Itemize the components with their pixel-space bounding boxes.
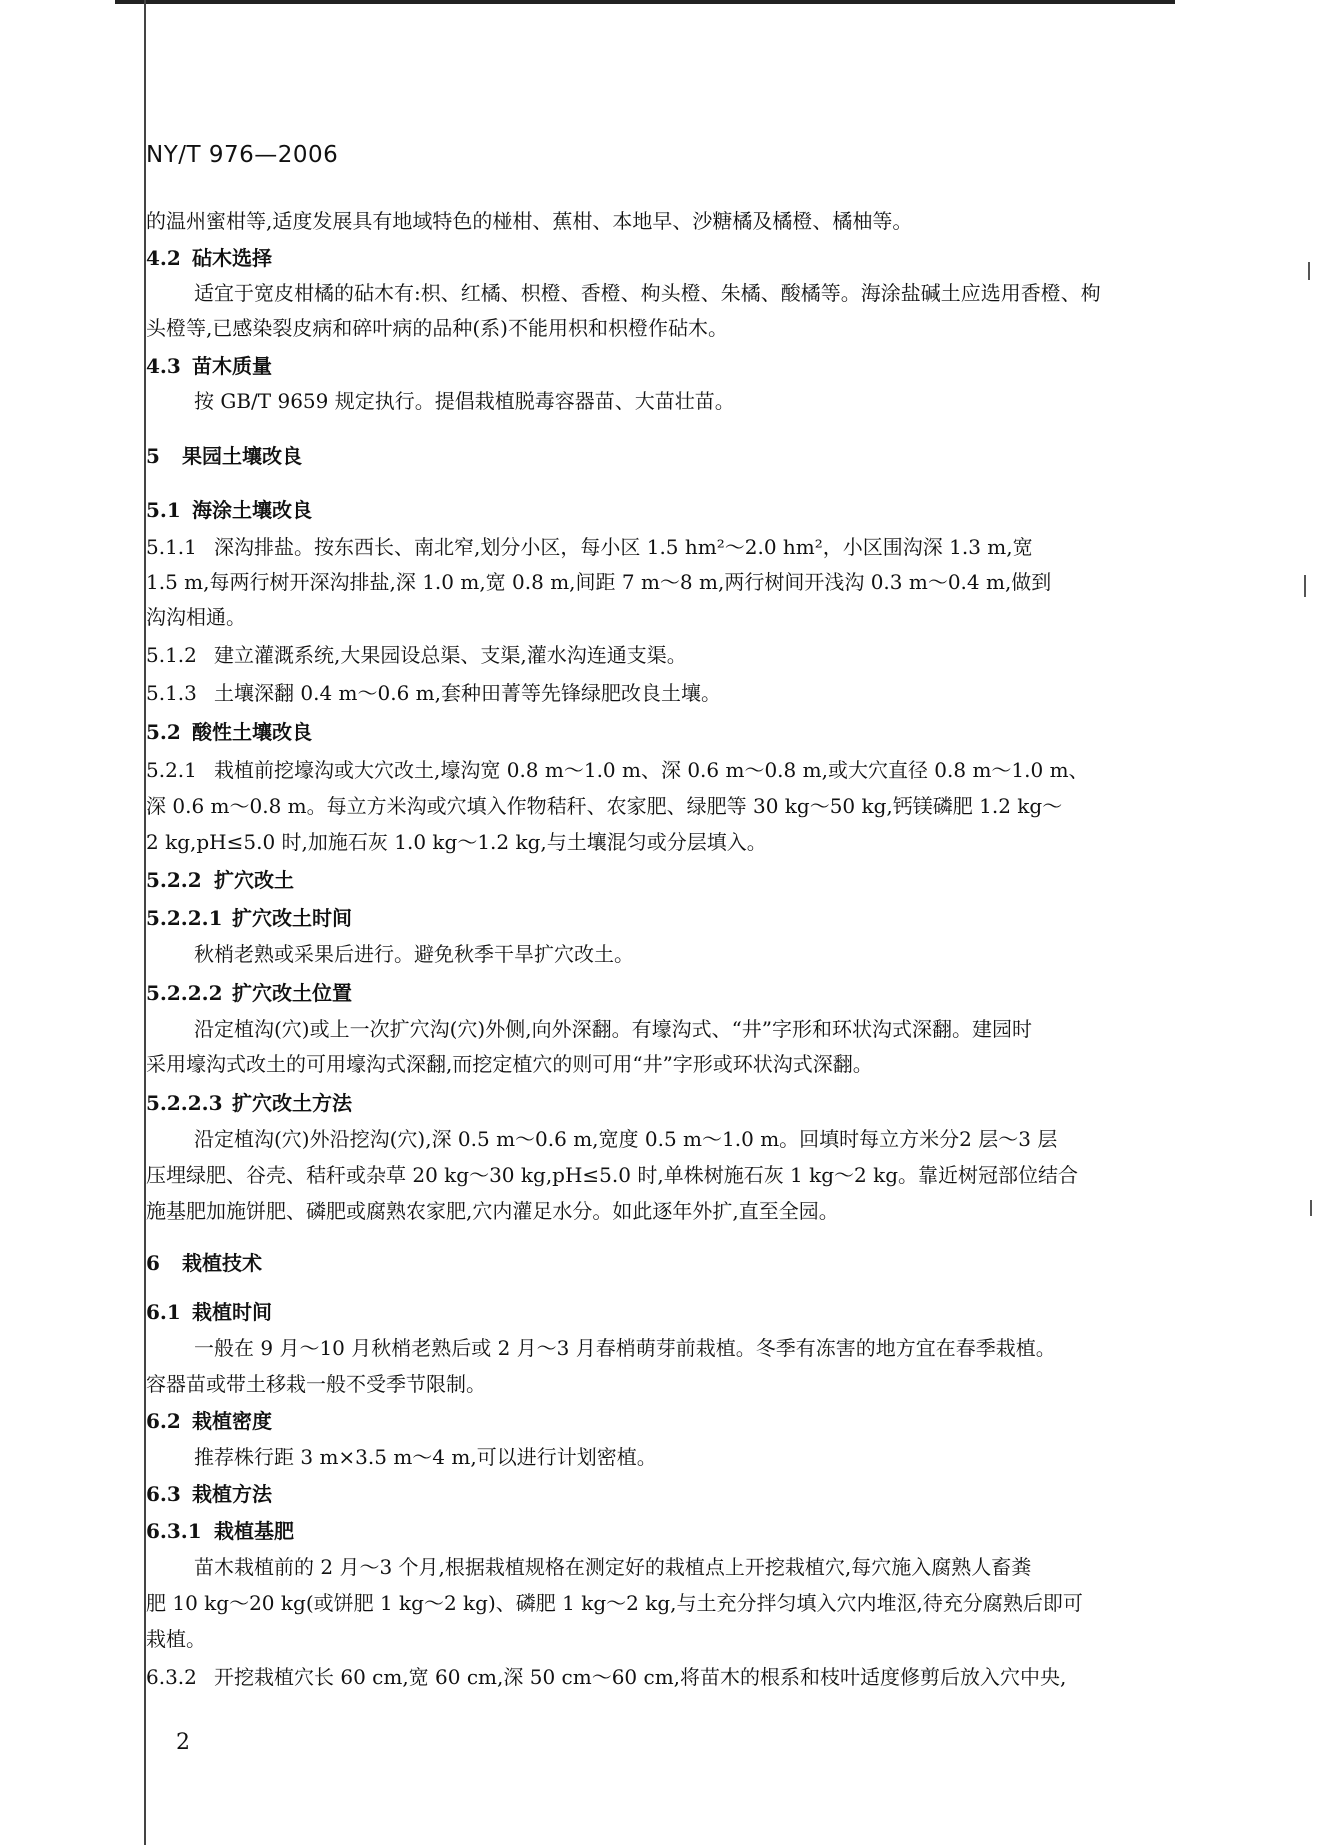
body-line: 推荐株行距 3 m×3.5 m～4 m,可以进行计划密植。 [194,1445,657,1469]
body-line: 苗木栽植前的 2 月～3 个月,根据栽植规格在测定好的栽植点上开挖栽植穴,每穴施入腐熟人畜粪 [194,1555,1032,1579]
scan-edge-mark [1310,1200,1312,1216]
section-heading: 6.3 栽植方法 [146,1482,272,1506]
body-line: 的温州蜜柑等,适度发展具有地域特色的椪柑、蕉柑、本地早、沙糖橘及橘橙、橘柚等。 [146,209,913,233]
scan-edge-mark [1308,262,1310,280]
scan-edge-mark [1304,575,1306,597]
section-heading: 5.2.2.1 扩穴改土时间 [146,906,352,930]
section-heading: 4.3 苗木质量 [146,354,272,378]
body-line: 5.1.1 深沟排盐。按东西长、南北窄,划分小区，每小区 1.5 hm²～2.0 hm²，小区围沟深 1.3 m,宽 [146,535,1033,559]
body-line: 适宜于宽皮柑橘的砧木有:枳、红橘、枳橙、香橙、枸头橙、朱橘、酸橘等。海涂盐碱土应选用香橙、枸 [194,281,1101,305]
body-line: 一般在 9 月～10 月秋梢老熟后或 2 月～3 月春梢萌芽前栽植。冬季有冻害的地方宜在春季栽植。 [194,1336,1056,1360]
section-heading: 4.2 砧木选择 [146,246,272,270]
section-heading: 5.2.2.3 扩穴改土方法 [146,1091,352,1115]
section-heading: 5.2.2 扩穴改土 [146,868,294,892]
body-line: 深 0.6 m～0.8 m。每立方米沟或穴填入作物秸秆、农家肥、绿肥等 30 kg～50 kg,钙镁磷肥 1.2 kg～ [146,794,1063,818]
body-line: 采用壕沟式改土的可用壕沟式深翻,而挖定植穴的则可用“井”字形或环状沟式深翻。 [146,1052,873,1076]
section-heading: 6.3.1 栽植基肥 [146,1519,294,1543]
body-line: 肥 10 kg～20 kg(或饼肥 1 kg～2 kg)、磷肥 1 kg～2 kg,与土充分拌匀填入穴内堆沤,待充分腐熟后即可 [146,1591,1083,1615]
body-line: 压埋绿肥、谷壳、秸秆或杂草 20 kg～30 kg,pH≤5.0 时,单株树施石灰 1 kg～2 kg。靠近树冠部位结合 [146,1163,1079,1187]
body-line: 沿定植沟(穴)或上一次扩穴沟(穴)外侧,向外深翻。有壕沟式、“井”字形和环状沟式深翻。建园时 [194,1017,1033,1041]
body-line: 栽植。 [146,1627,206,1651]
section-heading: 5.1 海涂土壤改良 [146,498,312,522]
top-border-rule [115,0,1175,4]
body-line: 6.3.2 开挖栽植穴长 60 cm,宽 60 cm,深 50 cm～60 cm,将苗木的根系和枝叶适度修剪后放入穴中央, [146,1665,1067,1689]
body-line: 按 GB/T 9659 规定执行。提倡栽植脱毒容器苗、大苗壮苗。 [194,389,735,413]
section-heading: 6.2 栽植密度 [146,1409,272,1433]
page-number: 2 [176,1730,190,1755]
body-line: 2 kg,pH≤5.0 时,加施石灰 1.0 kg～1.2 kg,与土壤混匀或分层填入。 [146,830,767,854]
body-line: 沿定植沟(穴)外沿挖沟(穴),深 0.5 m～0.6 m,宽度 0.5 m～1.0 m。回填时每立方米分2 层～3 层 [194,1127,1058,1151]
body-line: 5.1.3 土壤深翻 0.4 m～0.6 m,套种田菁等先锋绿肥改良土壤。 [146,681,721,705]
section-heading: 6.1 栽植时间 [146,1300,272,1324]
body-line: 沟沟相通。 [146,605,246,629]
body-line: 1.5 m,每两行树开深沟排盐,深 1.0 m,宽 0.8 m,间距 7 m～8 m,两行树间开浅沟 0.3 m～0.4 m,做到 [146,570,1052,594]
chapter-heading: 5 果园土壤改良 [146,444,302,468]
body-line: 施基肥加施饼肥、磷肥或腐熟农家肥,穴内灌足水分。如此逐年外扩,直至全园。 [146,1199,839,1223]
chapter-heading: 6 栽植技术 [146,1251,262,1275]
body-line: 容器苗或带土移栽一般不受季节限制。 [146,1372,486,1396]
body-line: 头橙等,已感染裂皮病和碎叶病的品种(系)不能用枳和枳橙作砧木。 [146,316,728,340]
body-line: 5.1.2 建立灌溉系统,大果园设总渠、支渠,灌水沟连通支渠。 [146,643,687,667]
body-line: 5.2.1 栽植前挖壕沟或大穴改土,壕沟宽 0.8 m～1.0 m、深 0.6 m～0.8 m,或大穴直径 0.8 m～1.0 m、 [146,758,1089,782]
section-heading: 5.2 酸性土壤改良 [146,720,312,744]
standard-code: NY/T 976—2006 [146,142,339,168]
body-line: 秋梢老熟或采果后进行。避免秋季干旱扩穴改土。 [194,942,634,966]
section-heading: 5.2.2.2 扩穴改土位置 [146,981,352,1005]
